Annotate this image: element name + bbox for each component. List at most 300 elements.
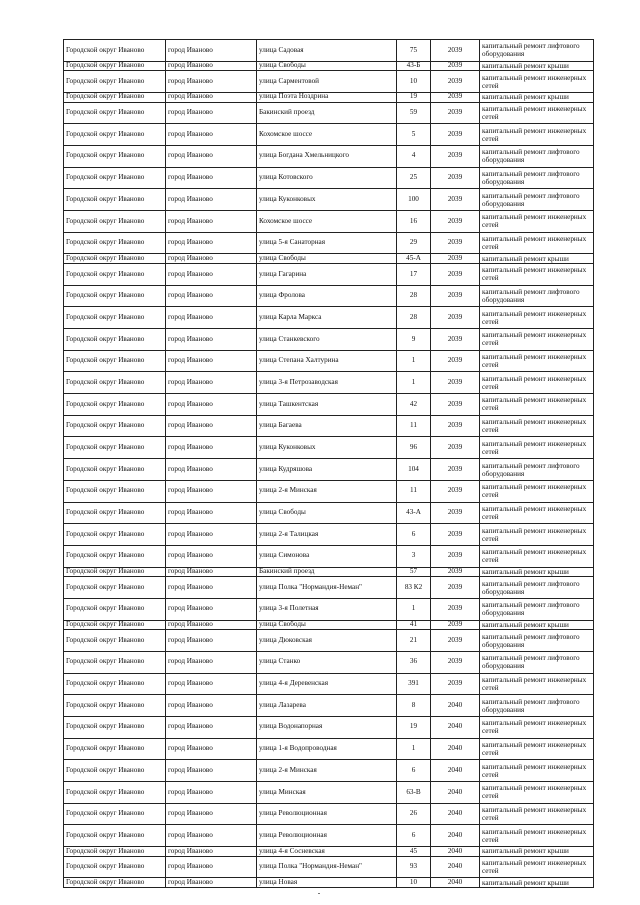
cell-house: 1	[397, 350, 431, 372]
cell-street: улица Свободы	[257, 254, 397, 264]
cell-district: Городской округ Иваново	[64, 307, 166, 329]
cell-year: 2039	[431, 40, 480, 62]
table-row	[64, 61, 594, 71]
table-row	[64, 760, 594, 782]
cell-house: 28	[397, 285, 431, 307]
cell-street: Бакинский проезд	[257, 102, 397, 124]
cell-house: 28	[397, 307, 431, 329]
cell-house: 43-А	[397, 502, 431, 524]
cell-work: капитальный ремонт инженерных сетей	[480, 480, 594, 502]
cell-work: капитальный ремонт инженерных сетей	[480, 825, 594, 847]
cell-street: улица 4-я Деревенская	[257, 673, 397, 695]
table-row	[64, 102, 594, 124]
cell-district: Городской округ Иваново	[64, 651, 166, 673]
cell-year: 2039	[431, 329, 480, 351]
cell-work: капитальный ремонт лифтового оборудования	[480, 651, 594, 673]
scan-speck	[318, 893, 320, 894]
cell-city: город Иваново	[166, 263, 257, 285]
cell-city: город Иваново	[166, 415, 257, 437]
cell-house: 42	[397, 394, 431, 416]
cell-city: город Иваново	[166, 145, 257, 167]
cell-district: Городской округ Иваново	[64, 856, 166, 878]
cell-work: капитальный ремонт лифтового оборудования	[480, 40, 594, 62]
cell-city: город Иваново	[166, 189, 257, 211]
cell-city: город Иваново	[166, 437, 257, 459]
cell-year: 2039	[431, 71, 480, 93]
cell-district: Городской округ Иваново	[64, 350, 166, 372]
table-row	[64, 232, 594, 254]
cell-year: 2039	[431, 61, 480, 71]
cell-year: 2039	[431, 92, 480, 102]
cell-work: капитальный ремонт инженерных сетей	[480, 781, 594, 803]
cell-house: 45-А	[397, 254, 431, 264]
table-row	[64, 415, 594, 437]
cell-district: Городской округ Иваново	[64, 480, 166, 502]
cell-house: 41	[397, 620, 431, 630]
cell-district: Городской округ Иваново	[64, 545, 166, 567]
cell-year: 2039	[431, 630, 480, 652]
table-row	[64, 285, 594, 307]
table-row	[64, 738, 594, 760]
cell-street: Кохомское шоссе	[257, 124, 397, 146]
table-row	[64, 71, 594, 93]
table-row	[64, 847, 594, 857]
cell-year: 2039	[431, 437, 480, 459]
cell-district: Городской округ Иваново	[64, 124, 166, 146]
cell-year: 2040	[431, 847, 480, 857]
cell-street: улица Революционная	[257, 825, 397, 847]
cell-street: улица 3-я Полетная	[257, 598, 397, 620]
cell-work: капитальный ремонт инженерных сетей	[480, 760, 594, 782]
cell-street: улица 3-я Петрозаводская	[257, 372, 397, 394]
cell-city: город Иваново	[166, 567, 257, 577]
cell-city: город Иваново	[166, 673, 257, 695]
cell-house: 19	[397, 716, 431, 738]
cell-house: 25	[397, 167, 431, 189]
cell-district: Городской округ Иваново	[64, 695, 166, 717]
cell-street: улица Поэта Ноздрина	[257, 92, 397, 102]
cell-street: улица 5-я Санаторная	[257, 232, 397, 254]
cell-street: улица 4-я Сосневская	[257, 847, 397, 857]
cell-work: капитальный ремонт крыши	[480, 92, 594, 102]
cell-house: 16	[397, 211, 431, 233]
repair-schedule-table	[63, 39, 594, 888]
table-row	[64, 263, 594, 285]
cell-street: улица Куконковых	[257, 437, 397, 459]
cell-house: 6	[397, 524, 431, 546]
cell-year: 2039	[431, 285, 480, 307]
cell-house: 26	[397, 803, 431, 825]
table-row	[64, 803, 594, 825]
cell-year: 2039	[431, 577, 480, 599]
cell-work: капитальный ремонт инженерных сетей	[480, 211, 594, 233]
cell-work: капитальный ремонт инженерных сетей	[480, 350, 594, 372]
cell-city: город Иваново	[166, 825, 257, 847]
cell-year: 2039	[431, 502, 480, 524]
cell-work: капитальный ремонт лифтового оборудования	[480, 598, 594, 620]
cell-work: капитальный ремонт инженерных сетей	[480, 232, 594, 254]
table-row	[64, 856, 594, 878]
table-row	[64, 189, 594, 211]
cell-year: 2040	[431, 856, 480, 878]
cell-city: город Иваново	[166, 61, 257, 71]
cell-city: город Иваново	[166, 620, 257, 630]
cell-city: город Иваново	[166, 524, 257, 546]
cell-street: улица Симонова	[257, 545, 397, 567]
cell-house: 1	[397, 372, 431, 394]
cell-house: 10	[397, 71, 431, 93]
cell-work: капитальный ремонт инженерных сетей	[480, 372, 594, 394]
cell-street: улица Дюковская	[257, 630, 397, 652]
cell-city: город Иваново	[166, 716, 257, 738]
cell-house: 19	[397, 92, 431, 102]
table-row	[64, 480, 594, 502]
cell-street: улица Минская	[257, 781, 397, 803]
cell-house: 63-В	[397, 781, 431, 803]
cell-year: 2039	[431, 254, 480, 264]
cell-district: Городской округ Иваново	[64, 459, 166, 481]
cell-district: Городской округ Иваново	[64, 394, 166, 416]
cell-year: 2039	[431, 673, 480, 695]
table-row	[64, 716, 594, 738]
cell-city: город Иваново	[166, 856, 257, 878]
cell-house: 8	[397, 695, 431, 717]
cell-year: 2039	[431, 567, 480, 577]
cell-year: 2039	[431, 124, 480, 146]
table-row	[64, 598, 594, 620]
cell-district: Городской округ Иваново	[64, 577, 166, 599]
cell-house: 75	[397, 40, 431, 62]
cell-work: капитальный ремонт крыши	[480, 878, 594, 888]
cell-city: город Иваново	[166, 372, 257, 394]
cell-district: Городской округ Иваново	[64, 232, 166, 254]
cell-street: улица Полка "Нормандия-Неман"	[257, 577, 397, 599]
cell-year: 2040	[431, 878, 480, 888]
cell-street: улица Ташкентская	[257, 394, 397, 416]
cell-district: Городской округ Иваново	[64, 254, 166, 264]
cell-district: Городской округ Иваново	[64, 285, 166, 307]
table-row	[64, 372, 594, 394]
cell-house: 93	[397, 856, 431, 878]
cell-year: 2039	[431, 102, 480, 124]
cell-city: город Иваново	[166, 577, 257, 599]
cell-house: 59	[397, 102, 431, 124]
cell-district: Городской округ Иваново	[64, 372, 166, 394]
cell-district: Городской округ Иваново	[64, 263, 166, 285]
cell-street: улица Котовского	[257, 167, 397, 189]
cell-year: 2040	[431, 781, 480, 803]
cell-street: улица Куконковых	[257, 189, 397, 211]
cell-street: улица Свободы	[257, 61, 397, 71]
cell-house: 83 К2	[397, 577, 431, 599]
table-row	[64, 350, 594, 372]
cell-work: капитальный ремонт инженерных сетей	[480, 803, 594, 825]
cell-work: капитальный ремонт крыши	[480, 620, 594, 630]
cell-year: 2039	[431, 480, 480, 502]
cell-street: улица 1-я Водопроводная	[257, 738, 397, 760]
cell-district: Городской округ Иваново	[64, 781, 166, 803]
table-row	[64, 630, 594, 652]
cell-work: капитальный ремонт инженерных сетей	[480, 329, 594, 351]
cell-city: город Иваново	[166, 695, 257, 717]
cell-work: капитальный ремонт инженерных сетей	[480, 124, 594, 146]
table-row	[64, 92, 594, 102]
cell-district: Городской округ Иваново	[64, 71, 166, 93]
cell-house: 1	[397, 738, 431, 760]
table-row	[64, 651, 594, 673]
cell-house: 6	[397, 825, 431, 847]
cell-house: 1	[397, 598, 431, 620]
cell-district: Городской округ Иваново	[64, 878, 166, 888]
cell-district: Городской округ Иваново	[64, 61, 166, 71]
cell-city: город Иваново	[166, 760, 257, 782]
table-row	[64, 502, 594, 524]
cell-work: капитальный ремонт инженерных сетей	[480, 394, 594, 416]
cell-district: Городской округ Иваново	[64, 620, 166, 630]
cell-work: капитальный ремонт инженерных сетей	[480, 502, 594, 524]
table-row	[64, 545, 594, 567]
cell-year: 2039	[431, 394, 480, 416]
cell-city: город Иваново	[166, 329, 257, 351]
cell-work: капитальный ремонт крыши	[480, 847, 594, 857]
cell-city: город Иваново	[166, 211, 257, 233]
cell-district: Городской округ Иваново	[64, 329, 166, 351]
table-row	[64, 781, 594, 803]
cell-year: 2039	[431, 459, 480, 481]
cell-street: улица Богдана Хмельницкого	[257, 145, 397, 167]
table-row	[64, 211, 594, 233]
cell-house: 391	[397, 673, 431, 695]
cell-city: город Иваново	[166, 40, 257, 62]
cell-house: 104	[397, 459, 431, 481]
cell-work: капитальный ремонт инженерных сетей	[480, 716, 594, 738]
table-row	[64, 459, 594, 481]
cell-work: капитальный ремонт инженерных сетей	[480, 524, 594, 546]
cell-house: 3	[397, 545, 431, 567]
cell-street: улица Свободы	[257, 620, 397, 630]
cell-year: 2040	[431, 825, 480, 847]
cell-district: Городской округ Иваново	[64, 189, 166, 211]
cell-work: капитальный ремонт инженерных сетей	[480, 263, 594, 285]
cell-street: улица Кудряшова	[257, 459, 397, 481]
cell-city: город Иваново	[166, 254, 257, 264]
cell-city: город Иваново	[166, 394, 257, 416]
table-row	[64, 124, 594, 146]
cell-district: Городской округ Иваново	[64, 598, 166, 620]
cell-street: улица Станко	[257, 651, 397, 673]
cell-district: Городской округ Иваново	[64, 102, 166, 124]
cell-house: 5	[397, 124, 431, 146]
cell-year: 2040	[431, 738, 480, 760]
cell-street: улица Гагарина	[257, 263, 397, 285]
cell-work: капитальный ремонт инженерных сетей	[480, 437, 594, 459]
cell-house: 100	[397, 189, 431, 211]
table-row	[64, 695, 594, 717]
cell-district: Городской округ Иваново	[64, 40, 166, 62]
cell-year: 2040	[431, 803, 480, 825]
cell-city: город Иваново	[166, 847, 257, 857]
cell-work: капитальный ремонт лифтового оборудования	[480, 189, 594, 211]
cell-work: капитальный ремонт лифтового оборудования	[480, 459, 594, 481]
cell-city: город Иваново	[166, 545, 257, 567]
cell-street: улица Степана Халтурина	[257, 350, 397, 372]
table-row	[64, 567, 594, 577]
cell-house: 29	[397, 232, 431, 254]
cell-district: Городской округ Иваново	[64, 167, 166, 189]
cell-work: капитальный ремонт крыши	[480, 61, 594, 71]
cell-street: улица Сарментовой	[257, 71, 397, 93]
table-row	[64, 577, 594, 599]
cell-city: город Иваново	[166, 71, 257, 93]
cell-city: город Иваново	[166, 459, 257, 481]
cell-house: 17	[397, 263, 431, 285]
cell-year: 2039	[431, 651, 480, 673]
cell-work: капитальный ремонт крыши	[480, 254, 594, 264]
cell-city: город Иваново	[166, 803, 257, 825]
cell-city: город Иваново	[166, 651, 257, 673]
cell-work: капитальный ремонт инженерных сетей	[480, 673, 594, 695]
cell-year: 2039	[431, 145, 480, 167]
cell-city: город Иваново	[166, 124, 257, 146]
cell-street: улица Полка "Нормандия-Неман"	[257, 856, 397, 878]
cell-city: город Иваново	[166, 738, 257, 760]
cell-city: город Иваново	[166, 350, 257, 372]
cell-district: Городской округ Иваново	[64, 415, 166, 437]
cell-year: 2039	[431, 167, 480, 189]
cell-district: Городской округ Иваново	[64, 825, 166, 847]
cell-street: Бакинский проезд	[257, 567, 397, 577]
cell-work: капитальный ремонт инженерных сетей	[480, 545, 594, 567]
cell-street: улица Садовая	[257, 40, 397, 62]
cell-work: капитальный ремонт инженерных сетей	[480, 71, 594, 93]
cell-district: Городской округ Иваново	[64, 92, 166, 102]
cell-year: 2040	[431, 695, 480, 717]
cell-work: капитальный ремонт инженерных сетей	[480, 102, 594, 124]
cell-street: улица Свободы	[257, 502, 397, 524]
cell-street: улица Станкевского	[257, 329, 397, 351]
cell-street: улица Багаева	[257, 415, 397, 437]
cell-house: 10	[397, 878, 431, 888]
cell-house: 4	[397, 145, 431, 167]
cell-street: улица Водонапорная	[257, 716, 397, 738]
cell-district: Городской округ Иваново	[64, 803, 166, 825]
cell-work: капитальный ремонт лифтового оборудования	[480, 630, 594, 652]
table-row	[64, 167, 594, 189]
table-row	[64, 878, 594, 888]
cell-street: улица Карла Маркса	[257, 307, 397, 329]
cell-city: город Иваново	[166, 285, 257, 307]
cell-street: улица Новая	[257, 878, 397, 888]
cell-city: город Иваново	[166, 480, 257, 502]
table-row	[64, 394, 594, 416]
cell-city: город Иваново	[166, 781, 257, 803]
cell-work: капитальный ремонт лифтового оборудования	[480, 577, 594, 599]
cell-year: 2039	[431, 307, 480, 329]
table-row	[64, 307, 594, 329]
cell-district: Городской округ Иваново	[64, 502, 166, 524]
cell-street: улица Лазарева	[257, 695, 397, 717]
cell-work: капитальный ремонт крыши	[480, 567, 594, 577]
cell-street: улица Революционная	[257, 803, 397, 825]
table-body	[64, 40, 594, 888]
cell-city: город Иваново	[166, 92, 257, 102]
cell-year: 2039	[431, 415, 480, 437]
cell-city: город Иваново	[166, 598, 257, 620]
cell-year: 2039	[431, 620, 480, 630]
cell-year: 2039	[431, 263, 480, 285]
cell-house: 9	[397, 329, 431, 351]
cell-year: 2039	[431, 598, 480, 620]
cell-district: Городской округ Иваново	[64, 524, 166, 546]
cell-work: капитальный ремонт инженерных сетей	[480, 856, 594, 878]
cell-district: Городской округ Иваново	[64, 847, 166, 857]
cell-district: Городской округ Иваново	[64, 630, 166, 652]
cell-work: капитальный ремонт лифтового оборудования	[480, 285, 594, 307]
cell-street: улица 2-я Минская	[257, 760, 397, 782]
cell-house: 57	[397, 567, 431, 577]
cell-work: капитальный ремонт инженерных сетей	[480, 307, 594, 329]
table-row	[64, 620, 594, 630]
cell-house: 11	[397, 480, 431, 502]
cell-district: Городской округ Иваново	[64, 760, 166, 782]
cell-house: 11	[397, 415, 431, 437]
cell-street: Кохомское шоссе	[257, 211, 397, 233]
cell-city: город Иваново	[166, 232, 257, 254]
cell-district: Городской округ Иваново	[64, 673, 166, 695]
cell-year: 2040	[431, 716, 480, 738]
cell-district: Городской округ Иваново	[64, 211, 166, 233]
table-row	[64, 524, 594, 546]
table-row	[64, 40, 594, 62]
cell-district: Городской округ Иваново	[64, 738, 166, 760]
cell-year: 2040	[431, 760, 480, 782]
cell-work: капитальный ремонт лифтового оборудования	[480, 145, 594, 167]
cell-district: Городской округ Иваново	[64, 145, 166, 167]
cell-city: город Иваново	[166, 307, 257, 329]
cell-year: 2039	[431, 232, 480, 254]
table-row	[64, 145, 594, 167]
cell-district: Городской округ Иваново	[64, 567, 166, 577]
cell-city: город Иваново	[166, 878, 257, 888]
cell-year: 2039	[431, 545, 480, 567]
cell-district: Городской округ Иваново	[64, 437, 166, 459]
cell-house: 45	[397, 847, 431, 857]
cell-house: 21	[397, 630, 431, 652]
cell-city: город Иваново	[166, 167, 257, 189]
table-row	[64, 254, 594, 264]
table-row	[64, 329, 594, 351]
cell-city: город Иваново	[166, 102, 257, 124]
cell-street: улица Фролова	[257, 285, 397, 307]
cell-house: 43-Б	[397, 61, 431, 71]
cell-house: 36	[397, 651, 431, 673]
cell-work: капитальный ремонт инженерных сетей	[480, 738, 594, 760]
cell-city: город Иваново	[166, 502, 257, 524]
cell-city: город Иваново	[166, 630, 257, 652]
cell-street: улица 2-я Минская	[257, 480, 397, 502]
cell-year: 2039	[431, 350, 480, 372]
table-row	[64, 673, 594, 695]
cell-house: 96	[397, 437, 431, 459]
table-row	[64, 437, 594, 459]
cell-year: 2039	[431, 189, 480, 211]
cell-house: 6	[397, 760, 431, 782]
cell-year: 2039	[431, 372, 480, 394]
cell-year: 2039	[431, 211, 480, 233]
cell-work: капитальный ремонт инженерных сетей	[480, 415, 594, 437]
cell-year: 2039	[431, 524, 480, 546]
cell-street: улица 2-я Талицкая	[257, 524, 397, 546]
